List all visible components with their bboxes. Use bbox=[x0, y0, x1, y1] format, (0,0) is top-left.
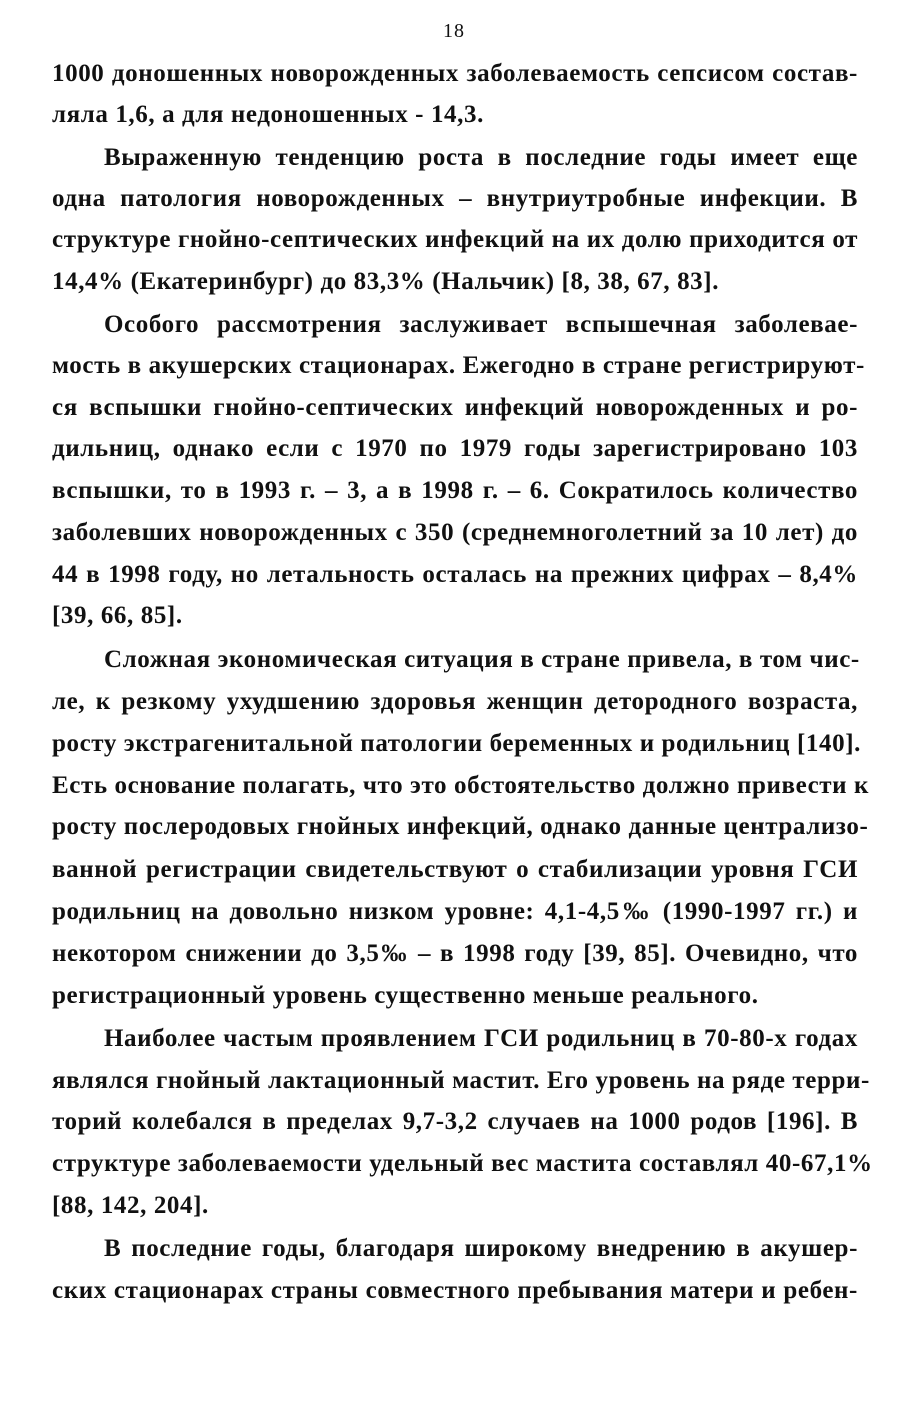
paragraph-first-line: В последние годы, благодаря широкому внедрению в акушер- bbox=[104, 1235, 858, 1262]
paragraph-first-line: Особого рассмотрения заслуживает вспышечная заболевае- bbox=[104, 311, 858, 338]
text-line: ляла 1,6, а для недоношенных - 14,3. bbox=[52, 101, 484, 128]
text-line: Есть основание полагать, что это обстоятельство должно привести к bbox=[52, 772, 870, 799]
text-line: дильниц, однако если с 1970 по 1979 годы зарегистрировано 103 bbox=[52, 435, 858, 462]
text-line: ских стационарах страны совместного пребывания матери и ребен- bbox=[52, 1277, 858, 1304]
text-line: ся вспышки гнойно-септических инфекций новорожденных и ро- bbox=[52, 394, 858, 421]
paragraph-first-line: Наиболее частым проявлением ГСИ родильниц в 70-80-х годах bbox=[104, 1025, 858, 1052]
text-line: одна патология новорожденных – внутриутробные инфекции. В bbox=[52, 185, 858, 212]
text-line: некотором снижении до 3,5‰ – в 1998 году [39, 85]. Очевидно, что bbox=[52, 940, 858, 967]
text-line: [88, 142, 204]. bbox=[52, 1192, 209, 1219]
text-line: структуре заболеваемости удельный вес мастита составлял 40-67,1% bbox=[52, 1150, 873, 1177]
text-line: 14,4% (Екатеринбург) до 83,3% (Нальчик) [8, 38, 67, 83]. bbox=[52, 268, 720, 295]
text-line: родильниц на довольно низком уровне: 4,1-4,5‰ (1990-1997 гг.) и bbox=[52, 898, 858, 925]
text-line: 1000 доношенных новорожденных заболеваемость сепсисом состав- bbox=[52, 60, 858, 87]
text-line: заболевших новорожденных с 350 (среднемноголетний за 10 лет) до bbox=[52, 519, 858, 546]
text-line: структуре гнойно-септических инфекций на их долю приходится от bbox=[52, 226, 858, 253]
page-number: 18 bbox=[443, 20, 465, 42]
text-line: росту экстрагенитальной патологии беременных и родильниц [140]. bbox=[52, 730, 861, 757]
text-line: регистрационный уровень существенно меньше реального. bbox=[52, 982, 759, 1009]
paragraph-first-line: Выраженную тенденцию роста в последние годы имеет еще bbox=[104, 144, 858, 171]
text-line: вспышки, то в 1993 г. – 3, а в 1998 г. – 6. Сократилось количество bbox=[52, 477, 858, 504]
text-line: росту послеродовых гнойных инфекций, однако данные централизо- bbox=[52, 813, 869, 840]
text-line: 44 в 1998 году, но летальность осталась на прежних цифрах – 8,4% bbox=[52, 561, 858, 588]
text-line: являлся гнойный лактационный мастит. Его уровень на ряде терри- bbox=[52, 1067, 870, 1094]
text-line: ванной регистрации свидетельствуют о стабилизации уровня ГСИ bbox=[52, 856, 858, 883]
paragraph-first-line: Сложная экономическая ситуация в стране привела, в том чис- bbox=[104, 646, 860, 673]
text-line: мость в акушерских стационарах. Ежегодно в стране регистрируют- bbox=[52, 352, 865, 379]
text-line: ле, к резкому ухудшению здоровья женщин детородного возраста, bbox=[52, 688, 858, 715]
text-line: торий колебался в пределах 9,7-3,2 случаев на 1000 родов [196]. В bbox=[52, 1108, 858, 1135]
text-line: [39, 66, 85]. bbox=[52, 602, 183, 629]
